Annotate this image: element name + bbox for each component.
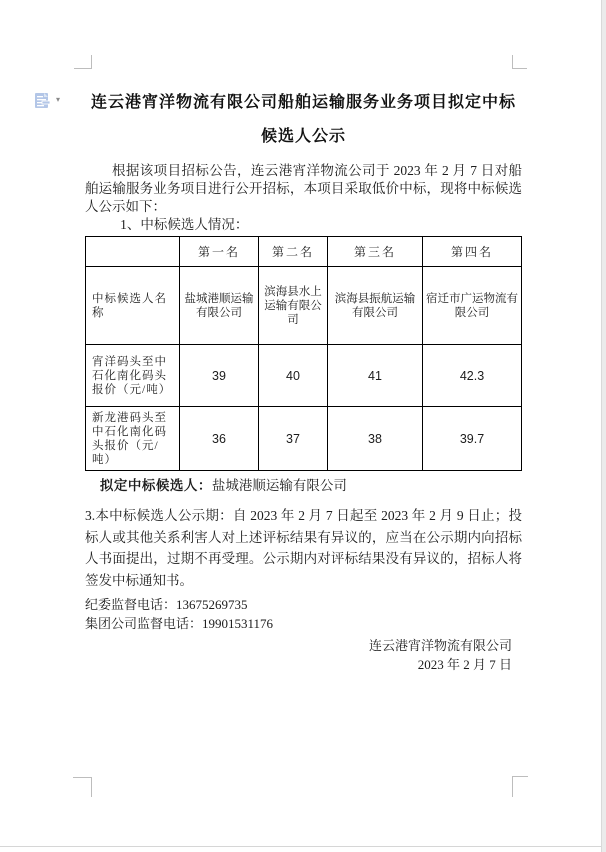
price-cell: 39.7: [423, 407, 522, 471]
text-boundary-mark-top-right: [512, 55, 527, 69]
header-cell-rank-2: 第二名: [259, 237, 328, 267]
table-header-row: [86, 237, 522, 267]
row-label-cell: 新龙港码头至中石化南化码头报价（元/吨）: [86, 407, 180, 471]
text-boundary-mark-top-left: [74, 55, 92, 69]
publicity-period-paragraph: 3.本中标候选人公示期：自 2023 年 2 月 7 日起至 2023 年 2 月 9 日止；投标人或其他关系利害人对上述评标结果有异议的，应当在公示期内向招标人书面提出，过期不再受理。公示期内对评标结果没有异议的，招标人将签发中标通知书。: [85, 508, 522, 588]
list-item-candidates: 1、中标候选人情况：: [120, 217, 249, 232]
page-title-line-1: 连云港宵洋物流有限公司船舶运输服务业务项目拟定中标: [90, 94, 516, 111]
header-cell-empty: [86, 237, 180, 267]
page-edge-bottom: [0, 846, 601, 847]
intro-paragraph: 根据该项目招标公告，连云港宵洋物流公司于 2023 年 2 月 7 日对船舶运输服务业务项目进行公开招标，本项目采取低价中标，现将中标候选人公示如下：: [85, 163, 522, 214]
price-cell: 41: [328, 345, 423, 407]
row-label-cell: 中标候选人名称: [86, 267, 180, 345]
price-cell: 39: [180, 345, 259, 407]
header-cell-rank-3: 第三名: [328, 237, 423, 267]
candidate-cell-2: 滨海县水上运输有限公司: [259, 267, 328, 345]
signature-date: 2023 年 2 月 7 日: [417, 657, 512, 672]
price-cell: 37: [259, 407, 328, 471]
table-row-candidate-names: [86, 267, 522, 345]
page-title-line-2: 候选人公示: [260, 128, 346, 145]
price-cell: 42.3: [423, 345, 522, 407]
document-body: [85, 86, 522, 674]
price-cell: 40: [259, 345, 328, 407]
table-row-xinlonggang-price: [86, 407, 522, 471]
page-edge-right: [601, 0, 606, 852]
group-phone-line: 集团公司监督电话：19901531176: [85, 615, 274, 631]
candidate-cell-3: 滨海县振航运输有限公司: [328, 267, 423, 345]
header-cell-rank-4: 第四名: [423, 237, 522, 267]
signature-company: 连云港宵洋物流有限公司: [368, 638, 512, 653]
table-row-xiaoyang-price: [86, 345, 522, 407]
proposed-winner-line: [85, 477, 522, 495]
row-label-cell: 宵洋码头至中石化南化码头报价（元/吨）: [86, 345, 180, 407]
page-title: [85, 86, 522, 154]
proposed-winner-label: 拟定中标候选人：: [99, 478, 212, 493]
paste-options-button[interactable]: [34, 90, 72, 110]
price-cell: 38: [328, 407, 423, 471]
candidate-cell-1: 盐城港顺运输有限公司: [180, 267, 259, 345]
header-cell-rank-1: 第一名: [180, 237, 259, 267]
proposed-winner-value: 盐城港顺运输有限公司: [211, 478, 347, 493]
paste-options-icon: [34, 92, 51, 109]
dropdown-arrow-icon[interactable]: ▾: [56, 95, 61, 104]
price-cell: 36: [180, 407, 259, 471]
discipline-phone-line: 纪委监督电话：13675269735: [85, 597, 248, 612]
supervision-phones: [85, 596, 522, 633]
text-boundary-mark-bottom-right: [512, 776, 528, 797]
signature-block: [85, 636, 522, 674]
text-boundary-mark-bottom-left: [73, 777, 92, 797]
candidate-cell-4: 宿迁市广运物流有限公司: [423, 267, 522, 345]
bid-candidates-table: [85, 236, 522, 471]
